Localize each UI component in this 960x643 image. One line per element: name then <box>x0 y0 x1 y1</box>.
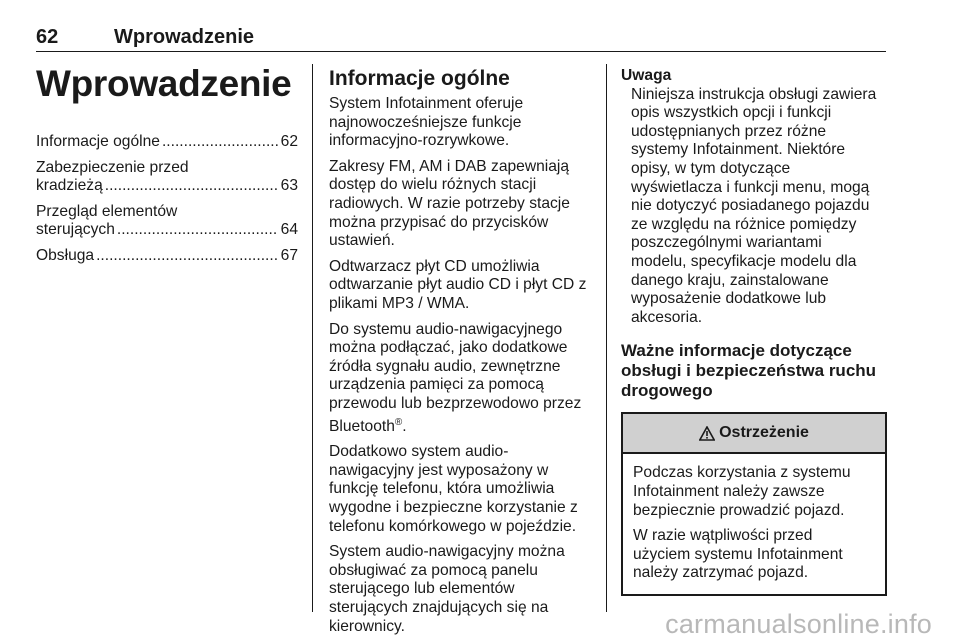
page-header <box>36 26 886 52</box>
toc-entry-line <box>36 177 298 196</box>
text-line: opisy, w tym dotyczące <box>631 159 791 177</box>
text-line: wyposażenie dodatkowe lub <box>631 290 827 308</box>
text-line: bezpiecznie prowadzić pojazd. <box>633 501 845 519</box>
text-line: Podczas korzystania z systemu <box>633 464 851 482</box>
toc-page-number: 62 <box>280 133 298 150</box>
text-line: System audio-nawigacyjny można <box>329 543 565 561</box>
text-line: informacyjno-rozrywkowe. <box>329 132 510 150</box>
paragraph-phone <box>329 443 597 536</box>
text-line: Dodatkowo system audio- <box>329 443 509 461</box>
toc-page-number: 63 <box>280 177 298 195</box>
text-line: można przypisać do przycisków <box>329 213 549 231</box>
toc-entry-title: Obsługa <box>36 246 95 264</box>
text-line: radiowych. W razie potrzeby stacje <box>329 194 570 212</box>
text-line: wyświetlacza i funkcji menu, mogą <box>631 178 870 196</box>
column-toc <box>36 63 298 273</box>
text-line: danego kraju, zainstalowane <box>631 271 829 289</box>
paragraph-audio-sources-lines <box>329 321 581 412</box>
text-line: urządzenia pamięci za pomocą <box>329 376 544 394</box>
column-note-warning <box>621 67 887 596</box>
text-line: można podłączać, jako dodatkowe <box>329 339 568 357</box>
text-line: przewodu lub bezprzewodowo przez <box>329 394 582 412</box>
text-line: System Infotainment oferuje <box>329 95 524 112</box>
text-line: należy zatrzymać pojazd. <box>633 564 809 582</box>
subsection-title <box>621 341 887 401</box>
text-line: użyciem systemu Infotainment <box>633 545 843 563</box>
text-line: sterującego lub elementów <box>329 580 515 598</box>
text-line: ze względu na różnice pomiędzy <box>631 215 857 233</box>
text-line: kierownicy. <box>329 617 405 635</box>
header-rule <box>36 51 886 52</box>
toc-entry[interactable] <box>36 247 298 266</box>
text-line: nie dotyczyć posiadanego pojazdu <box>631 197 870 215</box>
text-line: źródła sygnału audio, zewnętrzne <box>329 357 561 375</box>
column-divider-2 <box>606 64 607 612</box>
column-general-info <box>329 67 597 643</box>
text-line: Odtwarzacz płyt CD umożliwia <box>329 257 540 275</box>
paragraph-intro <box>329 95 597 151</box>
toc-leader-dots <box>96 247 278 266</box>
text-line: drogowego <box>621 381 713 401</box>
chapter-title: Wprowadzenie <box>36 63 292 104</box>
text-line: Ważne informacje dotyczące <box>621 341 852 361</box>
warning-body <box>623 454 885 594</box>
paragraph-cd <box>329 258 597 314</box>
text-line: odtwarzanie płyt audio CD i płyt CD z <box>329 276 587 294</box>
table-of-contents <box>36 133 298 266</box>
note-text <box>631 86 887 328</box>
warning-header <box>623 414 885 454</box>
toc-leader-dots <box>162 133 278 152</box>
toc-entry-title-line: Przegląd elementów <box>36 202 178 220</box>
paragraph-controls <box>329 543 597 636</box>
text-line: obsługi i bezpieczeństwa ruchu <box>621 361 877 381</box>
text-line: najnowocześniejsze funkcje <box>329 113 522 131</box>
text-line: ustawień. <box>329 232 395 250</box>
registered-mark: ® <box>394 416 403 428</box>
toc-entry-title: kradzieżą <box>36 177 103 195</box>
column-divider-1 <box>312 64 313 612</box>
toc-entry-line <box>36 247 298 266</box>
running-title: Wprowadzenie <box>114 26 255 48</box>
text-line: udostępnianych przez różne <box>631 122 827 140</box>
toc-entry[interactable] <box>36 159 298 196</box>
toc-leader-dots <box>105 177 278 196</box>
toc-entry[interactable] <box>36 203 298 240</box>
warning-text-1 <box>633 464 875 520</box>
section-title: Informacje ogólne <box>329 67 510 90</box>
toc-entry[interactable] <box>36 133 298 152</box>
toc-entry-line <box>36 133 298 152</box>
text-line: nawigacyjny jest wyposażony w <box>329 461 549 479</box>
page-number: 62 <box>36 26 59 48</box>
text-line: poszczególnymi wariantami <box>631 234 822 252</box>
text-line: sterujących znajdujących się na <box>329 599 549 617</box>
toc-entry-title-line: Zabezpieczenie przed <box>36 158 189 176</box>
text-line: telefonu komórkowego w pojeździe. <box>329 517 577 535</box>
warning-title: Ostrzeżenie <box>719 424 809 442</box>
text-line: systemy Infotainment. Niektóre <box>631 141 846 159</box>
text-line: opis wszystkich opcji i funkcji <box>631 104 832 122</box>
sentence-end: . <box>402 417 407 435</box>
bluetooth-text: Bluetooth <box>329 417 395 435</box>
paragraph-audio-sources <box>329 321 597 437</box>
text-line: plikami MP3 / WMA. <box>329 294 470 312</box>
text-line: akcesoria. <box>631 308 703 326</box>
toc-page-number: 67 <box>280 246 298 264</box>
toc-leader-dots <box>117 221 278 240</box>
toc-entry-title: sterujących <box>36 221 115 239</box>
text-line: Do systemu audio-nawigacyjnego <box>329 320 563 338</box>
text-line: W razie wątpliwości przed <box>633 527 813 545</box>
toc-entry-title: Informacje ogólne <box>36 133 160 150</box>
text-line: modelu, specyfikacje modelu dla <box>631 252 857 270</box>
note-label: Uwaga <box>621 67 672 84</box>
text-line: Zakresy FM, AM i DAB zapewniają <box>329 157 570 175</box>
text-line: dostęp do wielu różnych stacji <box>329 176 537 194</box>
text-line: wygodne i bezpieczne korzystanie z <box>329 499 578 517</box>
warning-text-2 <box>633 527 875 583</box>
warning-box <box>621 412 887 596</box>
watermark: carmanualsonline.info <box>665 609 932 639</box>
warning-triangle-icon <box>699 426 715 441</box>
text-line: Infotainment należy zawsze <box>633 482 825 500</box>
paragraph-radio <box>329 158 597 251</box>
toc-page-number: 64 <box>280 221 298 239</box>
text-line: Niniejsza instrukcja obsługi zawiera <box>631 85 877 103</box>
text-line: funkcję telefonu, która umożliwia <box>329 480 555 498</box>
text-line: obsługiwać za pomocą panelu <box>329 561 538 579</box>
toc-entry-line <box>36 221 298 240</box>
